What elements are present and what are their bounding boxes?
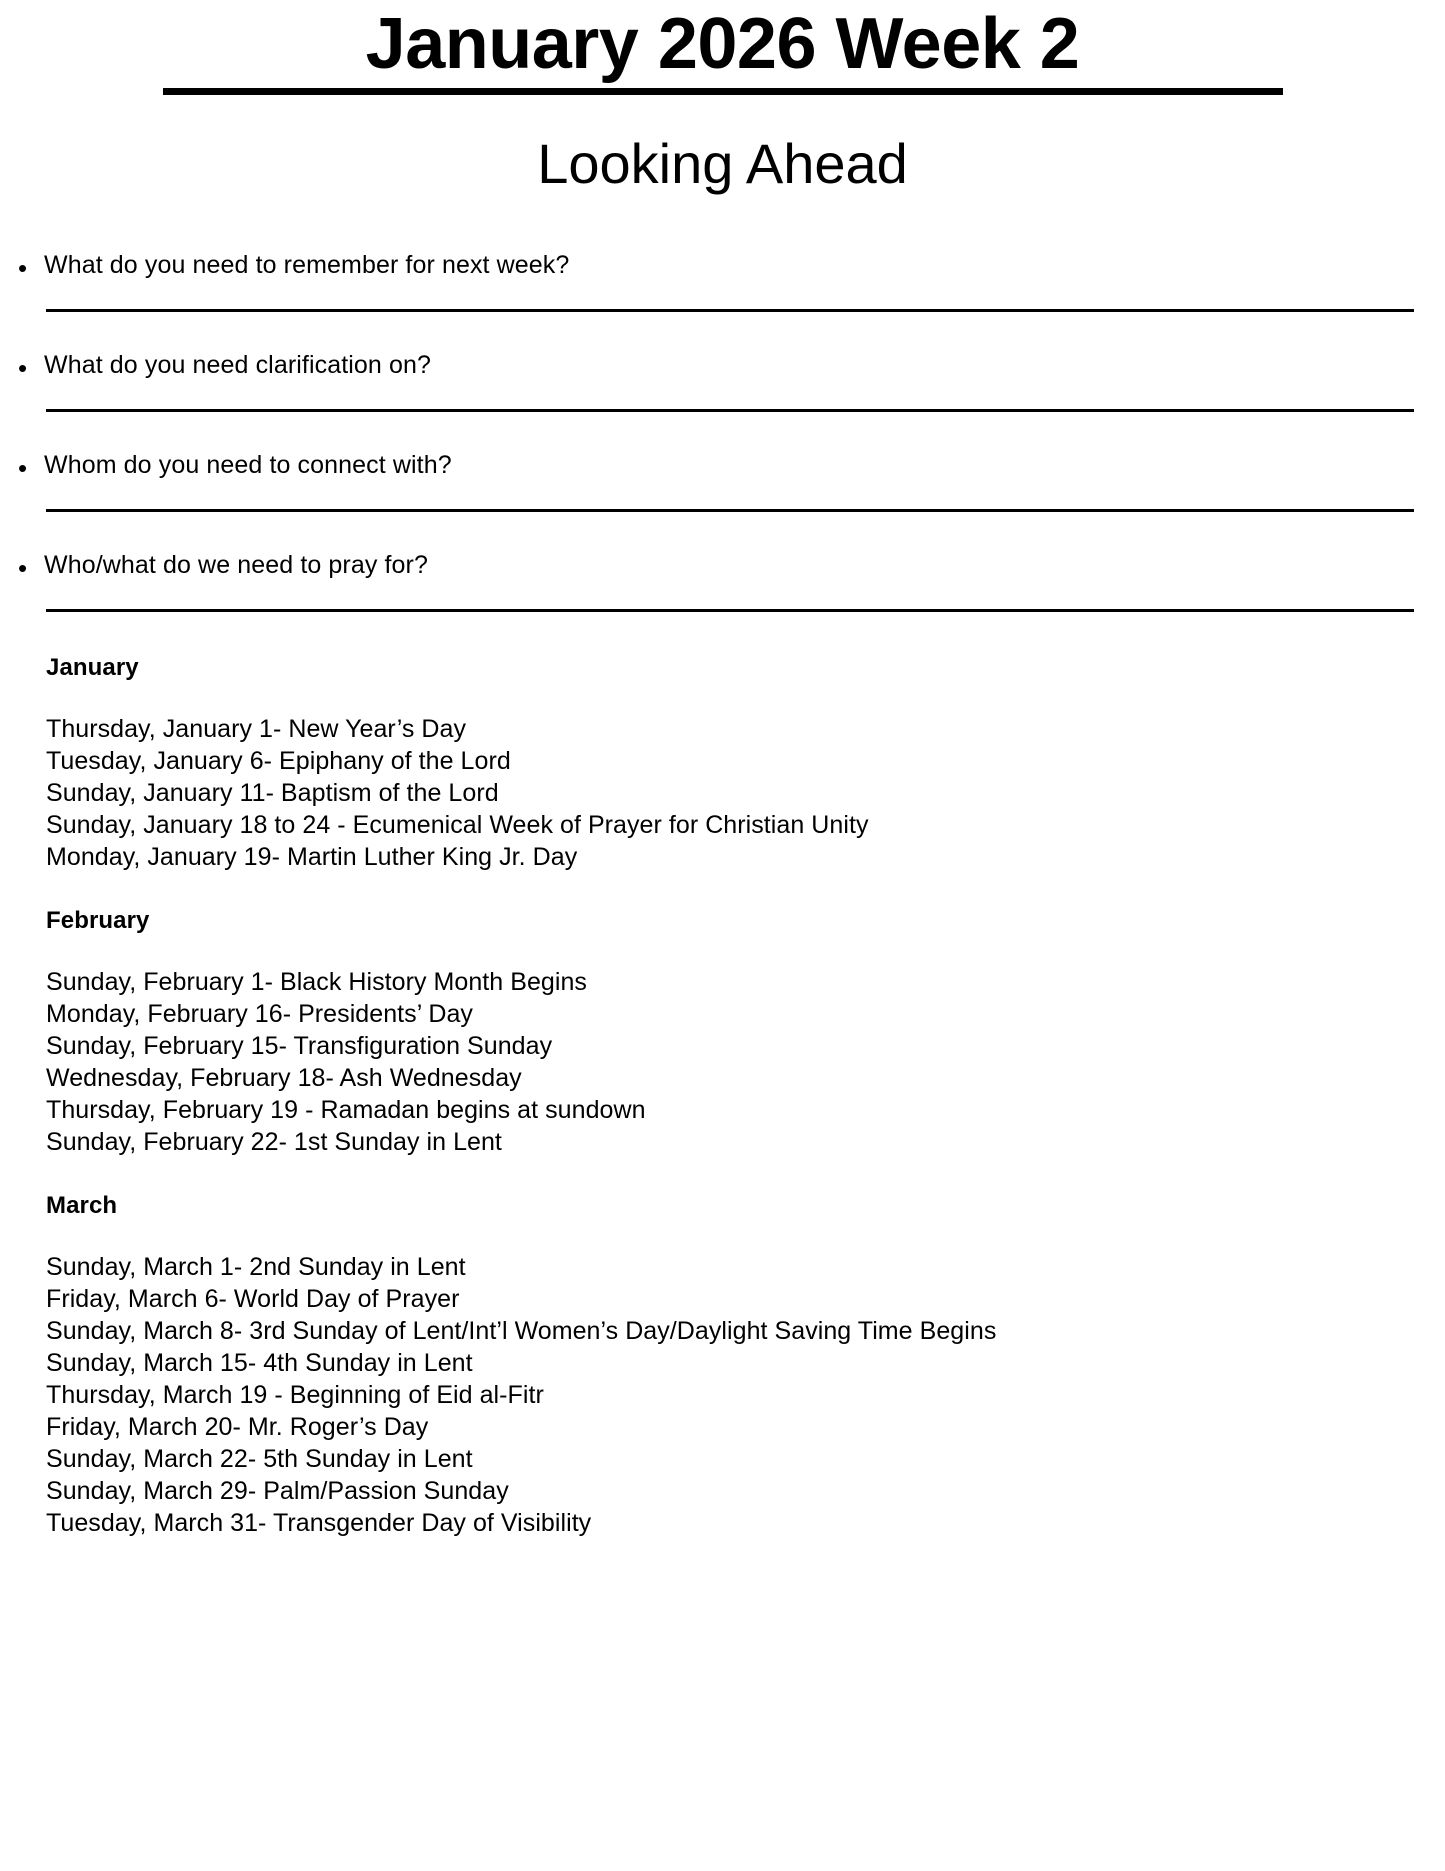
event-list-item: Tuesday, March 31- Transgender Day of Visibility	[46, 1508, 592, 1537]
event-list-item: Thursday, February 19 - Ramadan begins at sundown	[46, 1095, 646, 1124]
question-row	[0, 550, 1445, 583]
event-list-item: Sunday, March 8- 3rd Sunday of Lent/Int’l Women’s Day/Daylight Saving Time Begins	[46, 1316, 997, 1345]
upcoming-dates-section	[0, 654, 1445, 1538]
event-list-item: Monday, February 16- Presidents’ Day	[46, 999, 473, 1028]
month-heading: January	[46, 654, 139, 682]
reflection-questions-list	[0, 250, 1445, 612]
reflection-question-item	[0, 250, 1445, 350]
event-list-item: Friday, March 20- Mr. Roger’s Day	[46, 1412, 429, 1441]
question-spacer	[0, 412, 1445, 450]
month-heading: March	[46, 1191, 118, 1219]
bullet-icon: •	[18, 453, 28, 484]
event-list-item: Thursday, March 19 - Beginning of Eid al-Fitr	[46, 1380, 544, 1409]
event-list-item: Wednesday, February 18- Ash Wednesday	[46, 1063, 522, 1092]
event-list	[46, 713, 1445, 873]
event-list	[46, 1251, 1445, 1539]
question-row	[0, 250, 1445, 283]
question-label: Whom do you need to connect with?	[44, 451, 452, 480]
month-heading-spacer	[46, 936, 1445, 966]
event-list-item: Tuesday, January 6- Epiphany of the Lord	[46, 747, 511, 776]
reflection-question-item	[0, 450, 1445, 550]
question-label: What do you need clarification on?	[44, 351, 431, 380]
question-spacer	[0, 312, 1445, 350]
event-list-item: Sunday, January 18 to 24 - Ecumenical Week of Prayer for Christian Unity	[46, 811, 869, 840]
month-heading-spacer	[46, 1221, 1445, 1251]
bullet-icon: •	[18, 353, 28, 384]
month-block-january	[46, 654, 1445, 907]
month-heading: February	[46, 907, 150, 935]
event-list-item: Sunday, February 1- Black History Month Begins	[46, 967, 587, 996]
bullet-icon: •	[18, 253, 28, 284]
page-subtitle: Looking Ahead	[537, 131, 908, 195]
question-row	[0, 350, 1445, 383]
event-list-item: Sunday, March 15- 4th Sunday in Lent	[46, 1348, 473, 1377]
question-label: What do you need to remember for next week?	[44, 251, 570, 280]
reflection-question-item	[0, 350, 1445, 450]
event-list-item: Sunday, March 29- Palm/Passion Sunday	[46, 1476, 509, 1505]
event-list-item: Sunday, February 22- 1st Sunday in Lent	[46, 1127, 502, 1156]
event-list-item: Sunday, March 22- 5th Sunday in Lent	[46, 1444, 473, 1473]
reflection-question-item	[0, 550, 1445, 612]
month-block-march	[46, 1192, 1445, 1539]
month-block-spacer	[46, 873, 1445, 907]
question-spacer	[0, 512, 1445, 550]
event-list-item: Monday, January 19- Martin Luther King Jr. Day	[46, 843, 578, 872]
event-list-item: Friday, March 6- World Day of Prayer	[46, 1284, 460, 1313]
question-row	[0, 450, 1445, 483]
question-label: Who/what do we need to pray for?	[44, 551, 428, 580]
document-header	[0, 0, 1445, 194]
month-block-spacer	[46, 1158, 1445, 1192]
answer-write-in-line[interactable]	[46, 609, 1414, 612]
event-list-item: Sunday, February 15- Transfiguration Sunday	[46, 1031, 553, 1060]
event-list	[46, 966, 1445, 1158]
page-title: January 2026 Week 2	[163, 6, 1283, 95]
event-list-item: Sunday, March 1- 2nd Sunday in Lent	[46, 1252, 466, 1281]
event-list-item: Thursday, January 1- New Year’s Day	[46, 715, 467, 744]
month-heading-spacer	[46, 683, 1445, 713]
bullet-icon: •	[18, 553, 28, 584]
month-block-february	[46, 907, 1445, 1192]
event-list-item: Sunday, January 11- Baptism of the Lord	[46, 779, 499, 808]
